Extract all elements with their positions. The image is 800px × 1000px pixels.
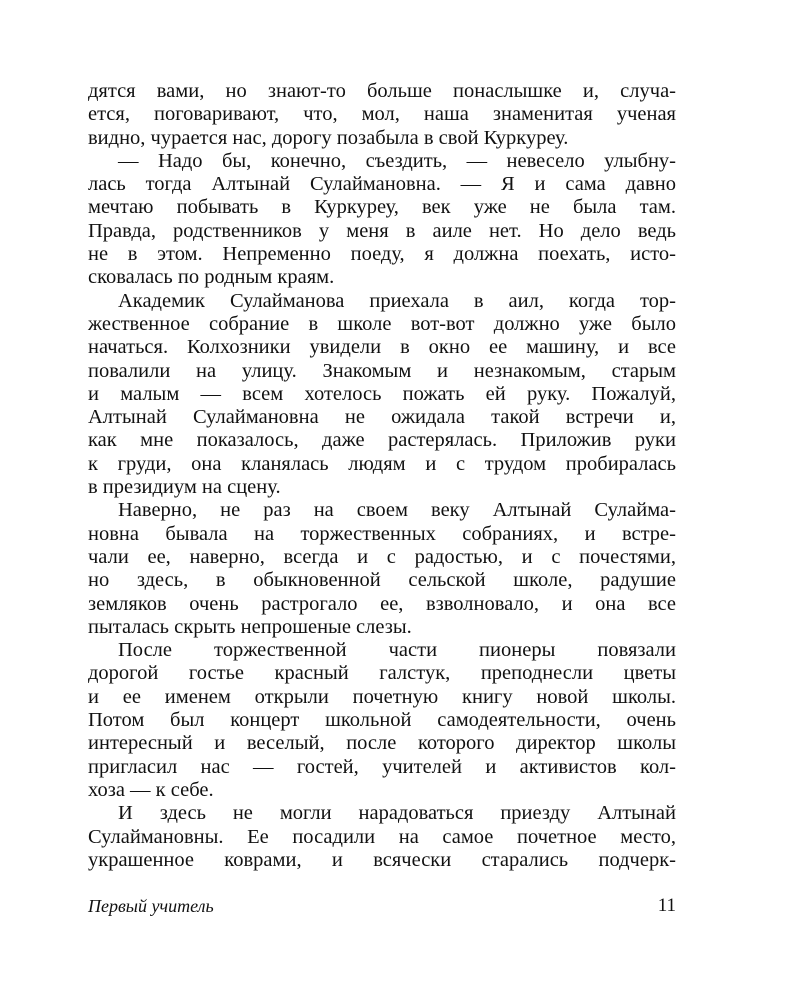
text-line: — Надо бы, конечно, съездить, — невесело улыбну- (118, 149, 676, 172)
text-line: пригласил нас — гостей, учителей и активистов кол- (88, 755, 676, 778)
text-line: но здесь, в обыкновенной сельской школе, радушие (88, 569, 676, 592)
text-line: пыталась скрыть непрошеные слезы. (88, 615, 412, 638)
text-line: лась тогда Алтынай Сулаймановна. — Я и сама давно (88, 173, 676, 196)
text-line: интересный и веселый, после которого директор школы (88, 732, 676, 755)
text-line: земляков очень растрогало ее, взволновало, и она все (88, 592, 676, 615)
body-text (88, 80, 676, 872)
running-footer-title: Первый учитель (88, 896, 214, 916)
text-line: сковалась по родным краям. (88, 266, 335, 289)
text-line: Наверно, не раз на своем веку Алтынай Сулайма- (118, 499, 676, 522)
text-line: И здесь не могли нарадоваться приезду Алтынай (118, 802, 676, 825)
text-line: украшенное коврами, и всячески старались подчерк- (88, 848, 676, 871)
text-line: новна бывала на торжественных собраниях, и встре- (88, 522, 676, 545)
page-number: 11 (657, 895, 676, 916)
text-line: жественное собрание в школе вот-вот должно уже было (88, 312, 676, 335)
text-line: и ее именем открыли почетную книгу новой школы. (88, 685, 676, 708)
text-line: не в этом. Непременно поеду, я должна поехать, исто- (88, 243, 676, 266)
text-line: повалили на улицу. Знакомым и незнакомым, старым (88, 359, 676, 382)
text-line: хоза — к себе. (88, 778, 214, 801)
text-line: к груди, она кланялась людям и с трудом пробиралась (88, 452, 676, 475)
text-line: Алтынай Сулаймановна не ожидала такой встречи и, (88, 406, 676, 429)
text-line: и малым — всем хотелось пожать ей руку. Пожалуй, (88, 382, 676, 405)
text-line: начаться. Колхозники увидели в окно ее машину, и все (88, 336, 676, 359)
text-line: мечтаю побывать в Куркуреу, век уже не была там. (88, 196, 676, 219)
text-line: видно, чурается нас, дорогу позабыла в свой Куркуреу. (88, 126, 569, 149)
text-line: Правда, родственников у меня в аиле нет. Но дело ведь (88, 219, 676, 242)
text-line: ется, поговаривают, что, мол, наша знаменитая ученая (88, 103, 676, 126)
text-line: Академик Сулайманова приехала в аил, когда тор- (118, 289, 676, 312)
text-line: дятся вами, но знают-то больше понаслышке и, случа- (88, 80, 676, 102)
text-line: После торжественной части пионеры повязали (118, 639, 676, 662)
text-line: Потом был концерт школьной самодеятельности, очень (88, 709, 676, 732)
text-line: как мне показалось, даже растерялась. Приложив руки (88, 429, 676, 452)
text-line: чали ее, наверно, всегда и с радостью, и с почестями, (88, 545, 676, 568)
text-line: дорогой гостье красный галстук, преподнесли цветы (88, 662, 676, 685)
text-line: в президиум на сцену. (88, 476, 281, 499)
text-line: Сулаймановны. Ее посадили на самое почетное место, (88, 825, 676, 848)
